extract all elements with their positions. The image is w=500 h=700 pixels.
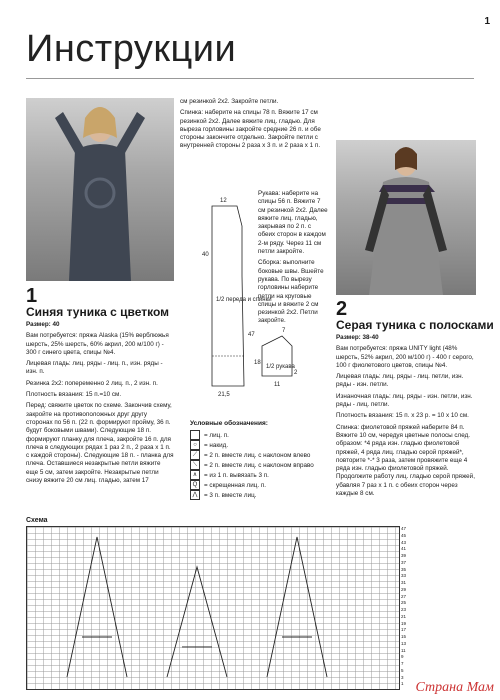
section-2-para: Лицевая гладь: лиц. ряды - лиц. петли, изн. ряды - изн. петли.: [336, 373, 464, 389]
diagram-label: 11: [274, 382, 281, 388]
row-number: 45: [401, 532, 407, 538]
row-number: 7: [401, 661, 404, 666]
middle-para: см резинкой 2х2. Закройте петли.: [180, 98, 279, 105]
diagram-label: 21,5: [218, 392, 230, 398]
section-1-para: Резинка 2х2: попеременно 2 лиц. п., 2 изн. п.: [26, 379, 158, 387]
k2tog-left-icon: ⟋: [190, 450, 200, 460]
section-2-text: [336, 334, 476, 501]
row-number: 11: [401, 647, 406, 653]
row-number: 29: [401, 586, 407, 592]
section-1-para: Лицевая гладь: лиц. ряды - лиц. п., изн. ряды - изн. п.: [26, 360, 163, 376]
row-number: 19: [401, 620, 407, 626]
legend-text: = из 1 п. вывязать 3 п.: [204, 471, 269, 479]
diagram-label: 40: [202, 252, 209, 258]
legend-item: [190, 440, 330, 450]
row-number: 35: [401, 566, 407, 572]
chart-title: Схема: [26, 517, 48, 524]
section-1-title: Синяя туника с цветком: [26, 305, 170, 319]
section-2-para: Спинка: фиолетовой пряжей наберите 84 п. Вяжите 10 см, чередуя цветные полосы след. образом: *4 ряда изн. гладью фиолетовой пряжей, 4 ряда лиц. гладью серой пряжей*, повторите *-* 3 раза, затем провяжите еще 4 ряда изн. гладью фиолетовой пряжей. Продолжите работу лиц. гладью серой пряжей, убавляя 7 раз х 1 п. с обеих сторон через каждые 8 см.: [336, 423, 475, 498]
legend-text: = накид.: [204, 441, 229, 449]
diagram-label: 47: [248, 332, 255, 338]
garment-pattern-diagram: [182, 196, 302, 416]
middle-para: Сборка: выполните боковые швы. Вшейте рукава. По вырезу горловины наберите петли на круговые спицы и вяжите 2 см резинкой 2х2. Петли закройте.: [258, 259, 324, 325]
row-number: 33: [401, 573, 407, 579]
row-number: 41: [401, 546, 407, 552]
twisted-knit-icon: Q: [190, 480, 200, 490]
section-1-number: 1: [26, 285, 38, 307]
row-number: 39: [401, 553, 407, 558]
legend-item: [190, 450, 330, 460]
title-divider: [26, 78, 474, 79]
middle-para: Спинка: наберите на спицы 78 п. Вяжите 17 см резинкой 2х2. Далее вяжите лиц. гладью. Для выреза горловины закройте средние 26 п. и обе стороны закончите отдельно. Закройте петли с внутренней стороны 2 раза х 3 п. и 2 раза х 1 п.: [180, 109, 321, 150]
k2tog-right-icon: ⟍: [190, 460, 200, 470]
legend-item: [190, 480, 330, 490]
increase-icon: ∧: [190, 470, 200, 480]
legend-item: [190, 470, 330, 480]
row-number: 37: [401, 559, 407, 565]
legend-item: [190, 430, 330, 440]
legend-text: = лиц. п.: [204, 431, 229, 439]
model-figure: [45, 98, 155, 281]
section-1-size: Размер: 40: [26, 321, 60, 328]
diagram-label: 2: [294, 370, 298, 376]
chart-row-numbers: [401, 526, 415, 688]
row-number: 47: [401, 526, 407, 531]
row-number: 43: [401, 539, 407, 545]
row-number: 9: [401, 654, 404, 660]
legend-text: = 3 п. вместе лиц.: [204, 491, 257, 499]
row-number: 15: [401, 634, 407, 639]
row-number: 17: [401, 627, 407, 633]
chart-motifs: [27, 527, 399, 689]
section-1-text: [26, 321, 174, 488]
page-number: 1: [484, 16, 490, 27]
legend-item: [190, 460, 330, 470]
diagram-label: 1/2 переда и спинки: [216, 297, 272, 303]
model-figure-2: [351, 140, 461, 295]
row-number: 1: [401, 681, 404, 687]
legend: [190, 420, 330, 500]
section-2-title: Серая туника с полосками: [336, 318, 494, 332]
model-photo-grey-tunic: [336, 140, 476, 295]
diagram-label: 7: [282, 328, 286, 334]
middle-para: Рукава: наберите на спицы 56 п. Вяжите 7 см резинкой 2х2. Далее вяжите лиц. гладью, закрывая по 2 п. с обеих сторон в каждом 2-м ряду. Через 11 см петли закройте.: [258, 190, 328, 256]
row-number: 27: [401, 593, 407, 599]
section-2-size: Размер: 38-40: [336, 334, 379, 341]
section-2-number: 2: [336, 298, 348, 320]
legend-text: = 2 п. вместе лиц. с наклоном вправо: [204, 461, 314, 469]
section-1-para: Плотность вязания: 15 п.=10 см.: [26, 391, 122, 399]
k3tog-icon: ⋀: [190, 490, 200, 500]
section-1-para: Вам потребуется: пряжа Alaska (15% верблюжья шерсть, 25% шерсть, 60% акрил, 200 м/100 г) - 300 г синего цвета, спицы №4.: [26, 332, 169, 356]
model-photo-blue-tunic: [26, 98, 174, 281]
section-2-para: Вам потребуется: пряжа UNITY light (48% шерсть, 52% акрил, 200 м/100 г) - 400 г серого, 100 г фиолетового цветов, спицы №4.: [336, 345, 474, 369]
knitting-chart-grid: [26, 526, 400, 690]
legend-title: Условные обозначения:: [190, 420, 268, 427]
section-2-para: Плотность вязания: 15 п. х 23 р. = 10 х 10 см.: [336, 412, 469, 420]
row-number: 21: [401, 613, 407, 619]
yarn-over-icon: ○: [190, 440, 200, 450]
site-watermark: Страна Мам: [415, 680, 494, 695]
row-number: 13: [401, 640, 407, 646]
legend-item: [190, 490, 330, 500]
legend-text: = скрещенная лиц. п.: [204, 481, 267, 489]
section-1-para: Перед: свяжите цветок по схеме. Закончив схему, закройте на противоположных друг другу сторонах по 56 п. (22 п. формируют пройму, 36 п. будут боковыми швами). Следующие 18 п. формируют планку для плеча, закройте 16 п. для плеча в следующих рядах 1 раз 2 п., 2 раза х 1 п. с каждой стороны). Следующие 18 п. - планка для плеча. Оставшиеся незакрытые петли вяжите еще 5 см, затем закройте. Незакрытые петли снизу вяжите 20 см лиц. гладью, затем 17: [26, 402, 174, 485]
middle-column-text: [180, 98, 328, 154]
diagram-label: 1/2 рукава: [266, 364, 295, 370]
section-2-para: Изнаночная гладь: лиц. ряды - изн. петли, изн. ряды - лиц. петли.: [336, 392, 473, 409]
row-number: 25: [401, 600, 407, 606]
row-number: 5: [401, 667, 404, 673]
diagram-label: 18: [254, 360, 261, 366]
diagram-label: 12: [220, 198, 227, 204]
row-number: 3: [401, 674, 404, 680]
row-number: 23: [401, 607, 407, 612]
row-number: 31: [401, 580, 407, 585]
legend-text: = 2 п. вместе лиц. с наклоном влево: [204, 451, 311, 459]
page-title: Инструкции: [26, 28, 237, 70]
knit-stitch-icon: [190, 430, 200, 440]
